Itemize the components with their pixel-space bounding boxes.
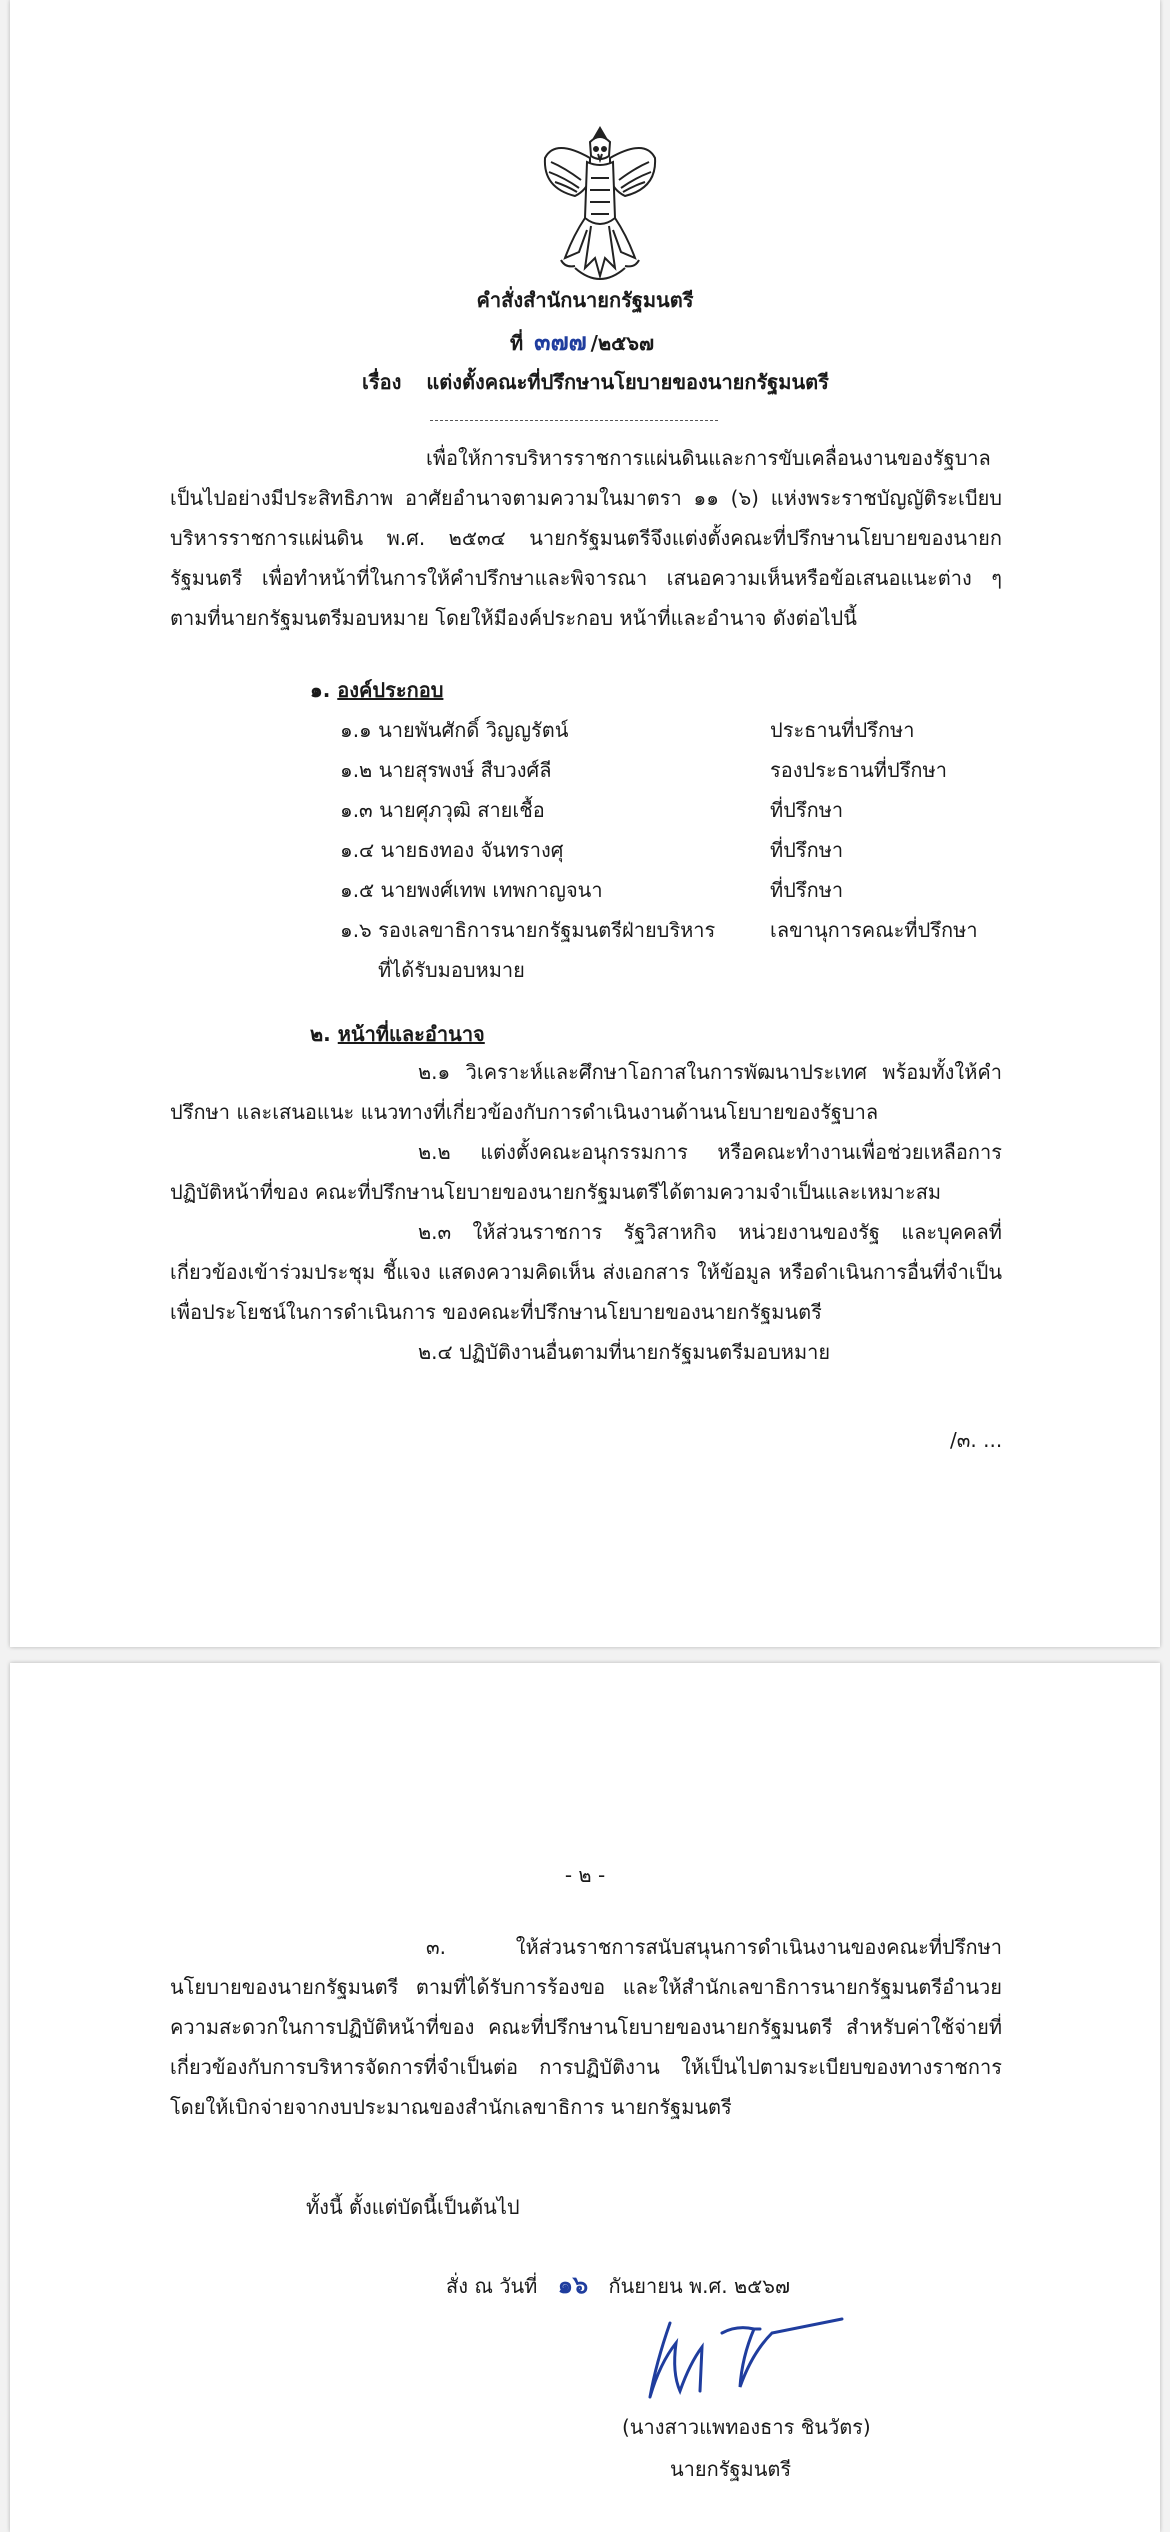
section2-title: หน้าที่และอำนาจ [337, 1022, 485, 1046]
order-date-suffix: กันยายน พ.ศ. ๒๕๖๗ [608, 2274, 790, 2298]
member-name: ๑.๒ นายสุรพงษ์ สืบวงศ์ลี [340, 758, 552, 782]
order-date-day: ๑๖ [557, 2270, 589, 2299]
member-role: ประธานที่ปรึกษา [770, 718, 915, 742]
document-page-2 [10, 1663, 1160, 2532]
member-name: ๑.๓ นายศุภวุฒิ สายเชื้อ [340, 798, 545, 822]
section1-number: ๑. [310, 678, 331, 702]
order-date-prefix: สั่ง ณ วันที่ [446, 2274, 538, 2298]
section2-heading [310, 1020, 485, 1048]
section2-item: ๒.๒ แต่งตั้งคณะอนุกรรมการ หรือคณะทำงานเพื่อช่วยเหลือการปฏิบัติหน้าที่ของ คณะที่ปรึกษานโยบายของนายกรัฐมนตรีได้ตามความจำเป็นและเหมาะสม [170, 1140, 1002, 1204]
member-name: ๑.๖ รองเลขาธิการนายกรัฐมนตรีฝ่ายบริหาร [340, 918, 716, 942]
section2-item: ๒.๔ ปฏิบัติงานอื่นตามที่นายกรัฐมนตรีมอบหมาย [418, 1340, 831, 1364]
section2-item: ๒.๑ วิเคราะห์และศึกษาโอกาสในการพัฒนาประเทศ พร้อมทั้งให้คำปรึกษา และเสนอแนะ แนวทางที่เกี่ยวข้องกับการดำเนินงานด้านนโยบายของรัฐบาล [170, 1060, 1002, 1124]
member-role: ที่ปรึกษา [770, 798, 844, 822]
section1-heading [310, 676, 443, 704]
page-number: - ๒ - [564, 1863, 606, 1887]
order-number-line [510, 328, 654, 357]
member-role: รองประธานที่ปรึกษา [770, 758, 947, 782]
member-name-continued: ที่ได้รับมอบหมาย [378, 958, 525, 982]
member-role: ที่ปรึกษา [770, 878, 844, 902]
section1-title: องค์ประกอบ [337, 678, 444, 702]
order-number-suffix: /๒๕๖๗ [590, 331, 655, 355]
signer-name: (นางสาวแพทองธาร ชินวัตร) [622, 2415, 871, 2439]
member-name: ๑.๕ นายพงศ์เทพ เทพกาญจนา [340, 878, 603, 902]
section2-number: ๒. [310, 1022, 331, 1046]
garuda-emblem [535, 118, 665, 290]
order-date-line [446, 2271, 790, 2300]
continuation-mark: /๓. ... [950, 1428, 1003, 1452]
member-role: ที่ปรึกษา [770, 838, 844, 862]
document-title: คำสั่งสำนักนายกรัฐมนตรี [476, 288, 694, 312]
subject-line [362, 368, 829, 396]
section3-paragraph: ๓. ให้ส่วนราชการสนับสนุนการดำเนินงานของคณะที่ปรึกษานโยบายของนายกรัฐมนตรี ตามที่ได้รับการร้องขอ และให้สำนักเลขาธิการนายกรัฐมนตรีอำนวยความสะดวกในการปฏิบัติหน้าที่ของ คณะที่ปรึกษานโยบายของนายกรัฐมนตรี สำหรับค่าใช้จ่ายที่เกี่ยวข้องกับการบริหารจัดการที่จำเป็นต่อ การปฏิบัติงาน ให้เป็นไปตามระเบียบของทางราชการ โดยให้เบิกจ่ายจากงบประมาณของสำนักเลขาธิการ นายกรัฐมนตรี [170, 1935, 1002, 2119]
order-number-prefix: ที่ [510, 331, 524, 355]
subject-label: เรื่อง [362, 370, 402, 394]
document-page-1 [10, 0, 1160, 1647]
signer-position: นายกรัฐมนตรี [670, 2457, 792, 2481]
preamble-paragraph: เพื่อให้การบริหารราชการแผ่นดินและการขับเคลื่อนงานของรัฐบาลเป็นไปอย่างมีประสิทธิภาพ อาศัยอำนาจตามความในมาตรา ๑๑ (๖) แห่งพระราชบัญญัติระเบียบบริหารราชการแผ่นดิน พ.ศ. ๒๕๓๔ นายกรัฐมนตรีจึงแต่งตั้งคณะที่ปรึกษานโยบายของนายกรัฐมนตรี เพื่อทำหน้าที่ในการให้คำปรึกษาและพิจารณา เสนอความเห็นหรือข้อเสนอแนะต่าง ๆ ตามที่นายกรัฐมนตรีมอบหมาย โดยให้มีองค์ประกอบ หน้าที่และอำนาจ ดังต่อไปนี้ [170, 446, 1002, 630]
member-name: ๑.๔ นายธงทอง จันทรางศุ [340, 838, 564, 862]
order-number-handwritten: ๓๗๗ [534, 327, 587, 356]
effective-statement: ทั้งนี้ ตั้งแต่บัดนี้เป็นต้นไป [306, 2195, 520, 2219]
signature [642, 2313, 862, 2403]
section2-item: ๒.๓ ให้ส่วนราชการ รัฐวิสาหกิจ หน่วยงานของรัฐ และบุคคลที่เกี่ยวข้องเข้าร่วมประชุม ชี้แจง แสดงความคิดเห็น ส่งเอกสาร ให้ข้อมูล หรือดำเนินการอื่นที่จำเป็น เพื่อประโยชน์ในการดำเนินการ ของคณะที่ปรึกษานโยบายของนายกรัฐมนตรี [170, 1220, 1002, 1324]
member-name: ๑.๑ นายพันศักดิ์ วิญญรัตน์ [340, 718, 569, 742]
subject-text: แต่งตั้งคณะที่ปรึกษานโยบายของนายกรัฐมนตรี [426, 370, 829, 394]
member-role: เลขานุการคณะที่ปรึกษา [770, 918, 978, 942]
title-separator [430, 420, 718, 421]
